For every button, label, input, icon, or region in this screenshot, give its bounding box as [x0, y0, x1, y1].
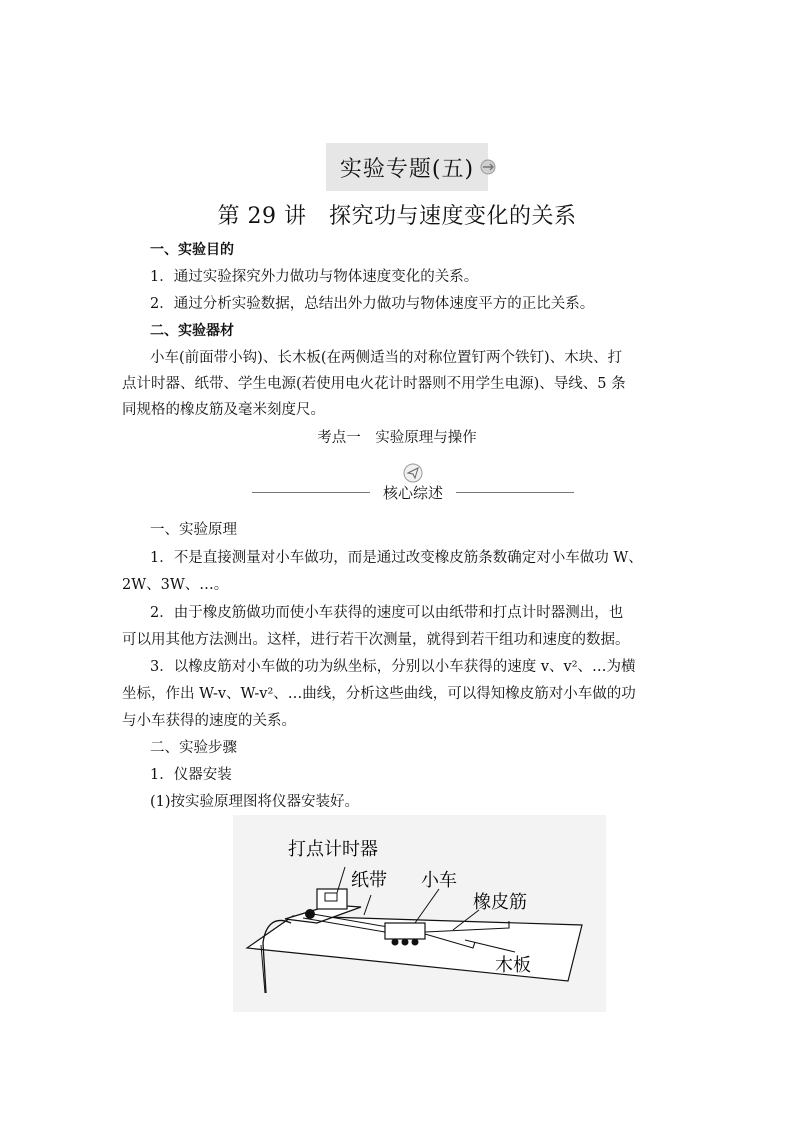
cart-wheel [402, 939, 409, 946]
principle-heading: 一、实验原理 [150, 522, 237, 538]
kaodian-title: 考点一 实验原理与操作 [317, 430, 477, 446]
principle-line: 1．不是直接测量对小车做功，而是通过改变橡皮筋条数确定对小车做功 W、 [150, 550, 643, 566]
principle-line: 3．以橡皮筋对小车做的功为纵坐标，分别以小车获得的速度 v、v²、…为横 [150, 659, 636, 675]
arrow-circle-icon [478, 157, 498, 177]
equipment-heading: 二、实验器材 [150, 323, 234, 339]
cart-wheel [412, 939, 419, 946]
banner-text: 实验专题(五) [339, 156, 475, 182]
principle-line: 与小车获得的速度的关系。 [122, 713, 296, 729]
equipment-line: 点计时器、纸带、学生电源(若使用电火花计时器则不用学生电源)、导线、5 条 [122, 376, 626, 392]
principle-line: 可以用其他方法测出。这样，进行若干次测量，就得到若干组功和速度的数据。 [122, 632, 630, 648]
core-summary-divider [252, 458, 574, 510]
lecture-title: 第 29 讲 探究功与速度变化的关系 [217, 204, 577, 229]
steps-item: (1)按实验原理图将仪器安装好。 [150, 794, 360, 810]
purpose-item: 1．通过实验探究外力做功与物体速度变化的关系。 [150, 269, 479, 285]
core-summary-label: 核心综述 [382, 484, 443, 502]
steps-subheading: 1．仪器安装 [150, 767, 232, 783]
label-cart: 小车 [421, 870, 457, 891]
label-timer: 打点计时器 [288, 839, 378, 860]
purpose-heading: 一、实验目的 [150, 242, 234, 258]
label-board: 木板 [495, 955, 531, 976]
experiment-banner [326, 143, 488, 191]
equipment-line: 小车(前面带小钩)、长木板(在两侧适当的对称位置钉两个铁钉)、木块、打 [150, 350, 623, 366]
principle-line: 2．由于橡皮筋做功而使小车获得的速度可以由纸带和打点计时器测出，也 [150, 605, 624, 621]
label-rubber-band: 橡皮筋 [473, 892, 527, 913]
principle-line: 坐标，作出 W-v、W-v²、…曲线，分析这些曲线，可以得知橡皮筋对小车做的功 [122, 686, 636, 702]
apparatus-diagram [233, 815, 606, 1012]
purpose-item: 2．通过分析实验数据，总结出外力做功与物体速度平方的正比关系。 [150, 296, 595, 312]
equipment-line: 同规格的橡皮筋及毫米刻度尺。 [122, 402, 325, 418]
cart-body [385, 923, 425, 939]
principle-line: 2W、3W、…。 [122, 577, 229, 593]
cart-wheel [392, 939, 399, 946]
paper-plane-icon [402, 462, 424, 484]
label-tape: 纸带 [351, 870, 387, 891]
steps-heading: 二、实验步骤 [150, 740, 237, 756]
